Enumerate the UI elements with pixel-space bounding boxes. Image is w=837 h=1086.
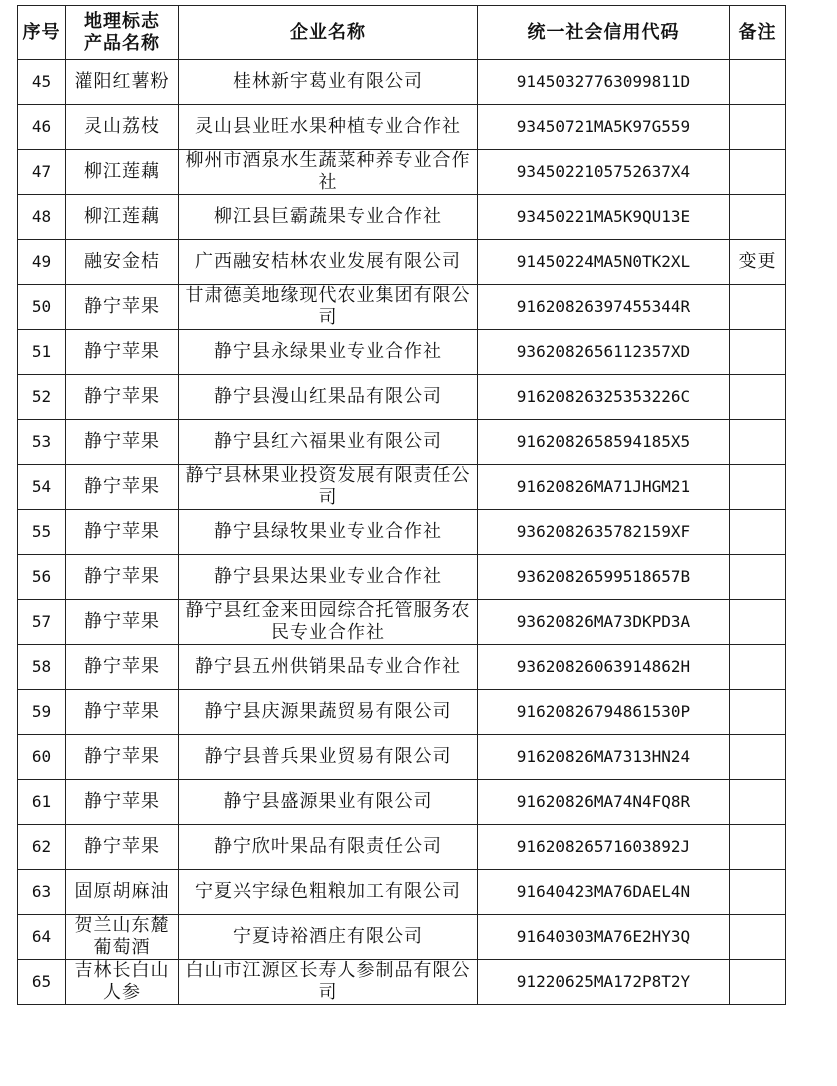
enterprise-table <box>17 5 786 1005</box>
cell-seq: 54 <box>18 465 66 510</box>
cell-seq: 61 <box>18 780 66 825</box>
cell-company: 静宁县普兵果业贸易有限公司 <box>179 735 478 780</box>
cell-code: 91620826571603892J <box>478 825 730 870</box>
cell-product: 静宁苹果 <box>66 420 179 465</box>
cell-note <box>730 915 786 960</box>
cell-product: 静宁苹果 <box>66 555 179 600</box>
cell-seq: 51 <box>18 330 66 375</box>
cell-product: 静宁苹果 <box>66 465 179 510</box>
cell-company: 灵山县业旺水果种植专业合作社 <box>179 105 478 150</box>
cell-seq: 46 <box>18 105 66 150</box>
cell-product: 静宁苹果 <box>66 510 179 555</box>
cell-company: 宁夏兴宇绿色粗粮加工有限公司 <box>179 870 478 915</box>
cell-code: 93620826MA73DKPD3A <box>478 600 730 645</box>
cell-code: 91220625MA172P8T2Y <box>478 960 730 1005</box>
table-header-row <box>18 6 786 60</box>
cell-code: 9345022105752637X4 <box>478 150 730 195</box>
table-row <box>18 600 786 645</box>
cell-company: 静宁县永绿果业专业合作社 <box>179 330 478 375</box>
cell-company: 甘肃德美地缘现代农业集团有限公司 <box>179 285 478 330</box>
cell-code: 9162082658594185X5 <box>478 420 730 465</box>
cell-code: 91620826MA74N4FQ8R <box>478 780 730 825</box>
cell-note <box>730 645 786 690</box>
cell-company: 桂林新宇葛业有限公司 <box>179 60 478 105</box>
cell-code: 91640303MA76E2HY3Q <box>478 915 730 960</box>
cell-product: 固原胡麻油 <box>66 870 179 915</box>
table-row <box>18 375 786 420</box>
cell-company: 静宁县庆源果蔬贸易有限公司 <box>179 690 478 735</box>
table-row <box>18 330 786 375</box>
cell-code: 93450721MA5K97G559 <box>478 105 730 150</box>
cell-product: 静宁苹果 <box>66 645 179 690</box>
table-row <box>18 690 786 735</box>
table-row <box>18 780 786 825</box>
cell-company: 宁夏诗裕酒庄有限公司 <box>179 915 478 960</box>
cell-note <box>730 465 786 510</box>
cell-seq: 59 <box>18 690 66 735</box>
header-seq: 序号 <box>18 6 66 60</box>
cell-note <box>730 510 786 555</box>
cell-note <box>730 375 786 420</box>
cell-product: 静宁苹果 <box>66 375 179 420</box>
cell-seq: 50 <box>18 285 66 330</box>
cell-note <box>730 780 786 825</box>
cell-note <box>730 870 786 915</box>
cell-company: 白山市江源区长寿人参制品有限公司 <box>179 960 478 1005</box>
cell-company: 静宁县五州供销果品专业合作社 <box>179 645 478 690</box>
cell-product: 静宁苹果 <box>66 690 179 735</box>
cell-note <box>730 150 786 195</box>
table-row <box>18 735 786 780</box>
cell-company: 静宁县红金来田园综合托管服务农民专业合作社 <box>179 600 478 645</box>
cell-note <box>730 105 786 150</box>
cell-seq: 52 <box>18 375 66 420</box>
cell-seq: 60 <box>18 735 66 780</box>
cell-product: 静宁苹果 <box>66 600 179 645</box>
cell-seq: 65 <box>18 960 66 1005</box>
cell-company: 静宁县盛源果业有限公司 <box>179 780 478 825</box>
table-row <box>18 465 786 510</box>
table-row <box>18 960 786 1005</box>
cell-code: 91620826397455344R <box>478 285 730 330</box>
table-row <box>18 105 786 150</box>
cell-code: 91640423MA76DAEL4N <box>478 870 730 915</box>
cell-product: 静宁苹果 <box>66 285 179 330</box>
cell-code: 93620826599518657B <box>478 555 730 600</box>
cell-company: 静宁县红六福果业有限公司 <box>179 420 478 465</box>
cell-code: 91620826325353226C <box>478 375 730 420</box>
cell-note <box>730 330 786 375</box>
cell-note <box>730 420 786 465</box>
cell-code: 9362082635782159XF <box>478 510 730 555</box>
header-note: 备注 <box>730 6 786 60</box>
cell-product: 灌阳红薯粉 <box>66 60 179 105</box>
cell-company: 静宁县绿牧果业专业合作社 <box>179 510 478 555</box>
table-row <box>18 420 786 465</box>
cell-product: 静宁苹果 <box>66 735 179 780</box>
cell-seq: 53 <box>18 420 66 465</box>
table-row <box>18 285 786 330</box>
cell-company: 静宁县林果业投资发展有限责任公司 <box>179 465 478 510</box>
cell-seq: 56 <box>18 555 66 600</box>
cell-code: 9362082656112357XD <box>478 330 730 375</box>
table-row <box>18 150 786 195</box>
cell-product: 静宁苹果 <box>66 780 179 825</box>
cell-seq: 63 <box>18 870 66 915</box>
cell-product: 灵山荔枝 <box>66 105 179 150</box>
cell-seq: 62 <box>18 825 66 870</box>
cell-company: 柳州市酒泉水生蔬菜种养专业合作社 <box>179 150 478 195</box>
cell-seq: 64 <box>18 915 66 960</box>
table-row <box>18 240 786 285</box>
cell-company: 广西融安桔林农业发展有限公司 <box>179 240 478 285</box>
cell-note <box>730 735 786 780</box>
cell-code: 91620826MA7313HN24 <box>478 735 730 780</box>
cell-company: 静宁县漫山红果品有限公司 <box>179 375 478 420</box>
cell-code: 93450221MA5K9QU13E <box>478 195 730 240</box>
table-row <box>18 645 786 690</box>
cell-company: 静宁欣叶果品有限责任公司 <box>179 825 478 870</box>
cell-product: 柳江莲藕 <box>66 150 179 195</box>
cell-product: 静宁苹果 <box>66 825 179 870</box>
cell-note <box>730 960 786 1005</box>
header-product: 地理标志产品名称 <box>66 6 179 60</box>
table-row <box>18 870 786 915</box>
cell-seq: 57 <box>18 600 66 645</box>
header-company: 企业名称 <box>179 6 478 60</box>
cell-code: 91620826MA71JHGM21 <box>478 465 730 510</box>
cell-product: 柳江莲藕 <box>66 195 179 240</box>
table-row <box>18 555 786 600</box>
table-body <box>18 60 786 1005</box>
cell-seq: 48 <box>18 195 66 240</box>
table-row <box>18 915 786 960</box>
cell-seq: 58 <box>18 645 66 690</box>
cell-product: 贺兰山东麓葡萄酒 <box>66 915 179 960</box>
cell-product: 融安金桔 <box>66 240 179 285</box>
cell-product: 吉林长白山人参 <box>66 960 179 1005</box>
cell-company: 静宁县果达果业专业合作社 <box>179 555 478 600</box>
header-code: 统一社会信用代码 <box>478 6 730 60</box>
cell-seq: 49 <box>18 240 66 285</box>
cell-seq: 55 <box>18 510 66 555</box>
cell-code: 91620826794861530P <box>478 690 730 735</box>
table-row <box>18 510 786 555</box>
cell-note <box>730 195 786 240</box>
cell-code: 91450327763099811D <box>478 60 730 105</box>
cell-code: 91450224MA5N0TK2XL <box>478 240 730 285</box>
cell-note <box>730 60 786 105</box>
table-row <box>18 195 786 240</box>
cell-seq: 45 <box>18 60 66 105</box>
cell-note <box>730 600 786 645</box>
cell-seq: 47 <box>18 150 66 195</box>
cell-note <box>730 690 786 735</box>
table-row <box>18 825 786 870</box>
cell-company: 柳江县巨霸蔬果专业合作社 <box>179 195 478 240</box>
cell-note <box>730 555 786 600</box>
cell-product: 静宁苹果 <box>66 330 179 375</box>
cell-code: 93620826063914862H <box>478 645 730 690</box>
table-row <box>18 60 786 105</box>
cell-note <box>730 285 786 330</box>
cell-note <box>730 825 786 870</box>
cell-note: 变更 <box>730 240 786 285</box>
